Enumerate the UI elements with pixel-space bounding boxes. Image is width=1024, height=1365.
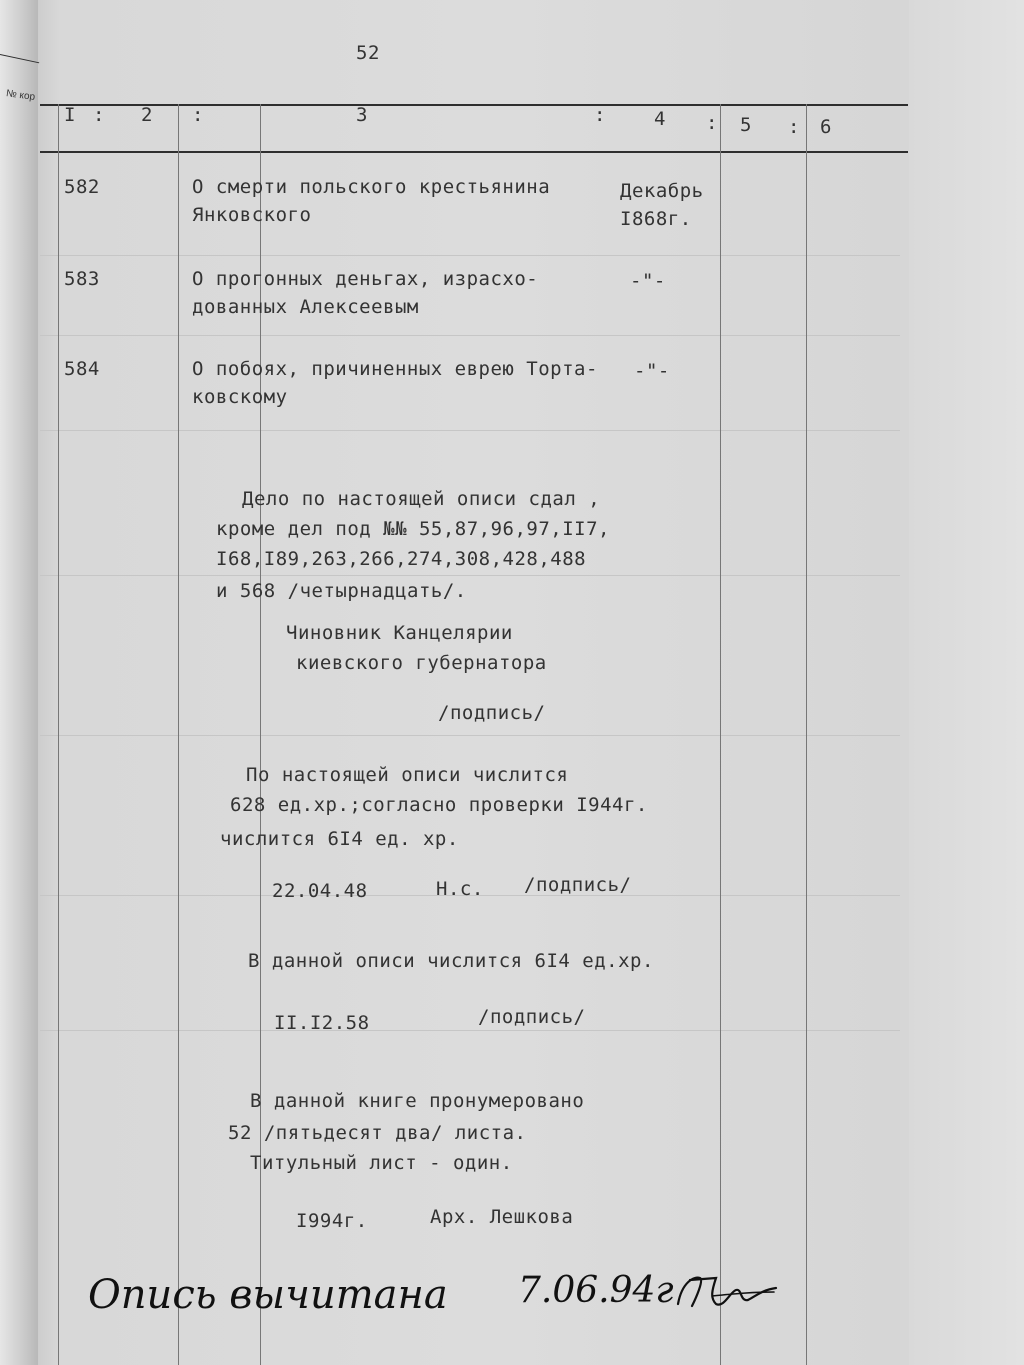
- header-bottom-rule: [40, 151, 908, 153]
- archive-year: I994г.: [296, 1210, 368, 1232]
- row-title-line: Янковского: [192, 204, 312, 226]
- official-title-line: киевского губернатора: [296, 652, 547, 674]
- closing-note-line: Дело по настоящей описи сдал ,: [242, 488, 601, 510]
- row-number: 582: [64, 176, 100, 198]
- check-1944-line: По настоящей описи числится: [246, 764, 569, 786]
- row-date: -"-: [634, 360, 670, 382]
- closing-note-line: I68,I89,263,266,274,308,428,488: [216, 548, 587, 570]
- header-separator: :: [93, 104, 105, 126]
- closing-note-line: и 568 /четырнадцать/.: [216, 580, 467, 602]
- header-separator: :: [192, 104, 204, 126]
- handwritten-note: Опись вычитана: [88, 1272, 448, 1318]
- header-col-2: 2: [141, 104, 153, 126]
- row-title-line: ковскому: [192, 386, 288, 408]
- official-title-line: Чиновник Канцелярии: [286, 622, 513, 644]
- margin-label: № кор: [5, 88, 36, 103]
- archivist-name: Арх. Лешкова: [430, 1206, 574, 1228]
- row-date: -"-: [630, 270, 666, 292]
- show-through-line: [40, 335, 900, 336]
- header-col-5: 5: [740, 114, 752, 136]
- entry-1948-date: 22.04.48: [272, 880, 368, 902]
- row-title-line: О побоях, причиненных еврею Торта-: [192, 358, 598, 380]
- header-col-6: 6: [820, 116, 832, 138]
- show-through-line: [40, 735, 900, 736]
- header-separator: :: [788, 116, 800, 138]
- show-through-line: [40, 575, 900, 576]
- check-1944-line: 628 ед.хр.;согласно проверки I944г.: [230, 794, 648, 816]
- header-col-1: I: [64, 104, 76, 126]
- show-through-line: [40, 1030, 900, 1031]
- entry-1948-initials: Н.с.: [436, 878, 484, 900]
- row-date: Декабрь: [620, 180, 704, 202]
- handwritten-date: 7.06.94г: [518, 1270, 674, 1311]
- column-line: [58, 104, 59, 1365]
- numbering-line: Титульный лист - один.: [250, 1152, 513, 1174]
- handwritten-signature-icon: [672, 1268, 782, 1318]
- column-line: [178, 104, 179, 1365]
- check-1958-line: В данной описи числится 6I4 ед.хр.: [248, 950, 654, 972]
- page-binding: [0, 0, 38, 1365]
- numbering-line: 52 /пятьдесят два/ листа.: [228, 1122, 527, 1144]
- column-line: [806, 104, 807, 1365]
- header-top-rule: [40, 104, 908, 106]
- column-line: [260, 104, 261, 1365]
- show-through-line: [40, 430, 900, 431]
- signature-placeholder: /подпись/: [524, 874, 632, 896]
- row-title-line: О прогонных деньгах, израсхо-: [192, 268, 539, 290]
- numbering-line: В данной книге пронумеровано: [250, 1090, 585, 1112]
- page-number: 52: [356, 42, 380, 64]
- entry-1958-date: II.I2.58: [274, 1012, 370, 1034]
- underlying-page: [909, 0, 1024, 1365]
- check-1944-line: числится 6I4 ед. хр.: [220, 828, 459, 850]
- column-line: [720, 104, 721, 1365]
- signature-placeholder: /подпись/: [478, 1006, 586, 1028]
- closing-note-line: кроме дел под №№ 55,87,96,97,II7,: [216, 518, 610, 540]
- row-date: I868г.: [620, 208, 692, 230]
- header-separator: :: [594, 104, 606, 126]
- row-title-line: дованных Алексеевым: [192, 296, 419, 318]
- header-separator: :: [706, 112, 718, 134]
- row-number: 583: [64, 268, 100, 290]
- signature-placeholder: /подпись/: [438, 702, 546, 724]
- show-through-line: [40, 255, 900, 256]
- row-number: 584: [64, 358, 100, 380]
- header-col-4: 4: [654, 108, 666, 130]
- row-title-line: О смерти польского крестьянина: [192, 176, 551, 198]
- header-col-3: 3: [356, 104, 368, 126]
